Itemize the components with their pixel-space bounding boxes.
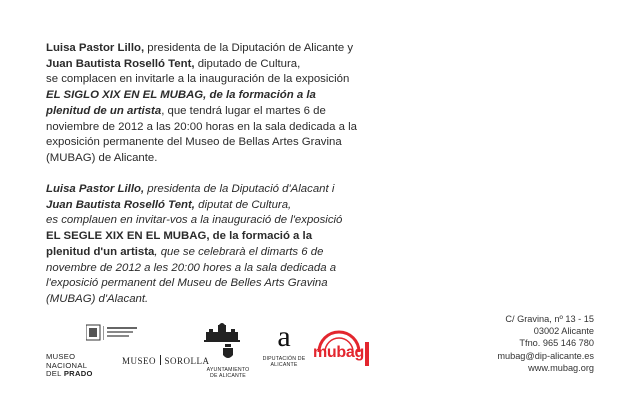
diputacion-logo bbox=[262, 322, 306, 368]
exhibition-title-cont: plenitud d'un artista bbox=[46, 245, 155, 258]
spain-government-emblem-icon bbox=[86, 324, 142, 342]
date-line: novembre de 2012 a les 20:00 hores a la sala dedicada a bbox=[46, 261, 337, 274]
host-role: presidenta de la Diputació d'Alacant i bbox=[144, 183, 335, 195]
cohost-name: Juan Bautista Roselló Tent, bbox=[46, 198, 195, 211]
venue-line: exposición permanente del Museo de Bellas Artes Gravina bbox=[46, 136, 342, 149]
date-line: noviembre de 2012 a las 20:00 horas en la sala dedicada a la bbox=[46, 120, 357, 133]
sorolla-logo bbox=[122, 355, 210, 366]
prado-line2a: DEL bbox=[46, 369, 64, 378]
prado-line2b: PRADO bbox=[63, 369, 93, 378]
spanish-invitation-text bbox=[46, 41, 486, 167]
address-city: 03002 Alicante bbox=[533, 326, 594, 337]
invite-line: es complauen en invitar-vos a la inauguració de l'exposició bbox=[46, 214, 343, 227]
venue-line-end: (MUBAG) de Alicante. bbox=[46, 151, 158, 164]
exhibition-title-cont: plenitud de un artista bbox=[46, 104, 162, 117]
sorolla-divider bbox=[160, 355, 161, 365]
exhibition-title: EL SIGLO XIX EN EL MUBAG, de la formación a la bbox=[46, 89, 316, 102]
sorolla-name: SOROLLA bbox=[164, 356, 210, 366]
prado-logo bbox=[46, 352, 116, 378]
sponsor-logos bbox=[0, 318, 640, 378]
prado-line1: MUSEO NACIONAL bbox=[46, 352, 88, 370]
ministry-logo bbox=[86, 324, 142, 347]
date-intro: , que tendrá lugar el martes 6 de bbox=[161, 104, 326, 117]
mubag-wordmark: mubag bbox=[313, 344, 364, 361]
website-link[interactable]: www.mubag.org bbox=[528, 362, 594, 373]
venue-line: l'exposició permanent del Museu de Belles Arts Gravina bbox=[46, 277, 328, 290]
phone: Tfno. 965 146 780 bbox=[519, 338, 594, 349]
city-crest-icon bbox=[221, 344, 235, 362]
date-intro: , que se celebrarà el dimarts 6 de bbox=[154, 245, 324, 258]
address-street: C/ Gravina, nº 13 - 15 bbox=[505, 314, 594, 324]
exhibition-title: EL SEGLE XIX EN EL MUBAG, de la formació a la bbox=[46, 230, 313, 243]
diputacion-name: DIPUTACIÓN DE ALICANTE bbox=[262, 356, 306, 368]
sorolla-museo: MUSEO bbox=[122, 356, 157, 366]
invite-line: se complacen en invitarle a la inauguración de la exposición bbox=[46, 73, 350, 86]
cohost-role: diputat de Cultura, bbox=[194, 198, 292, 211]
letter-a-icon: a bbox=[277, 320, 291, 353]
email-link[interactable]: mubag@dip-alicante.es bbox=[497, 350, 594, 361]
valencian-invitation-text bbox=[46, 182, 486, 308]
cohost-role: diputado de Cultura, bbox=[194, 57, 301, 70]
venue-line-end: (MUBAG) d'Alacant. bbox=[46, 292, 149, 305]
ayuntamiento-name: AYUNTAMIENTO DE ALICANTE bbox=[206, 367, 250, 379]
host-name: Luisa Pastor Lillo, bbox=[46, 42, 145, 54]
museum-building-icon bbox=[204, 322, 240, 344]
mubag-logo bbox=[313, 328, 371, 373]
host-role: presidenta de la Diputación de Alicante y bbox=[144, 42, 354, 54]
ayuntamiento-logo bbox=[206, 344, 250, 379]
host-name: Luisa Pastor Lillo, bbox=[46, 183, 145, 195]
cohost-name: Juan Bautista Roselló Tent, bbox=[46, 57, 195, 70]
